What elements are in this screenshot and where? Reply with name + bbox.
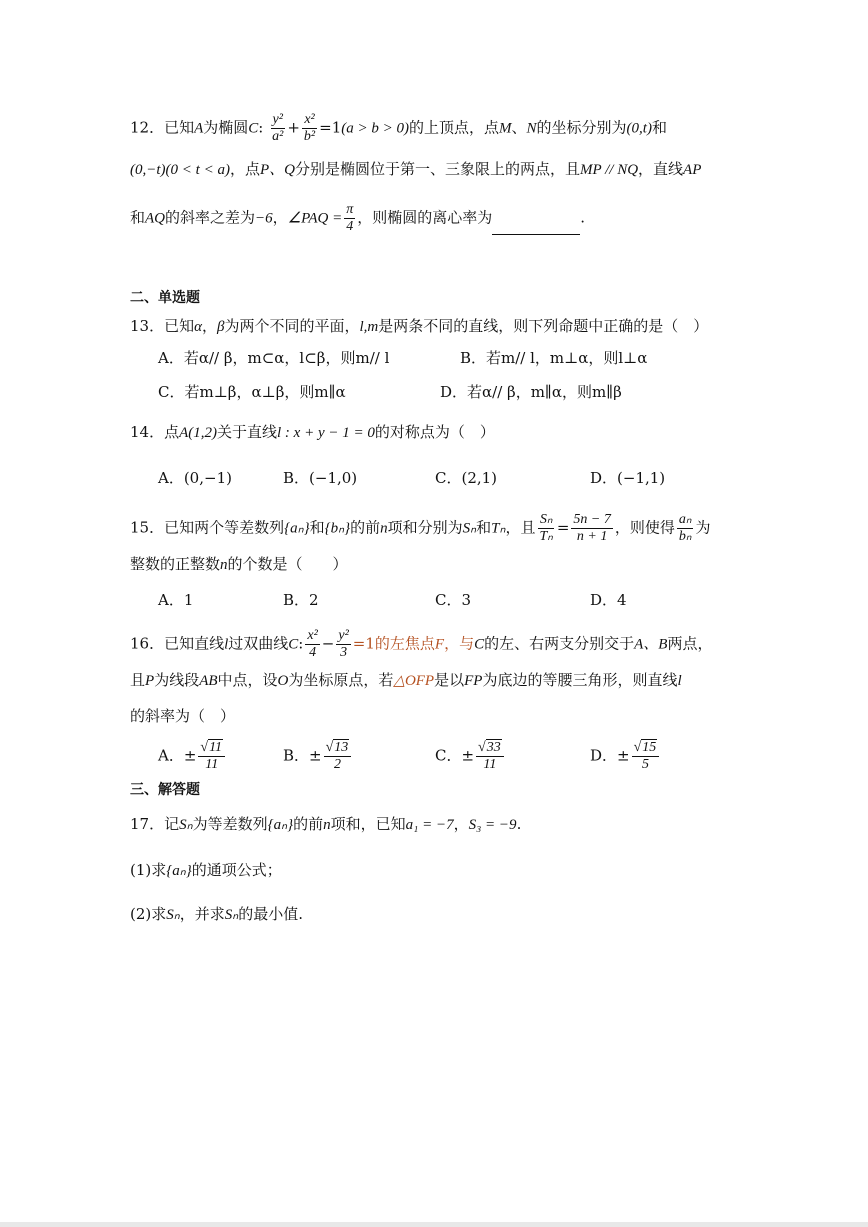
q13-lm: l,m — [359, 319, 379, 335]
q15-n: n — [220, 557, 228, 573]
q16-var-FP: FP — [464, 673, 483, 689]
section-2-heading: 二、单选题 — [130, 290, 200, 306]
q12-text: 12．已知 — [130, 118, 195, 137]
q17-text: 的前 — [293, 815, 324, 833]
q15-text: 的个数是（ ） — [227, 555, 348, 573]
frac-num: y² — [272, 112, 283, 127]
q14-line-eq: l : x + y − 1 = 0 — [277, 425, 375, 441]
q17-text: ，并求 — [179, 905, 225, 923]
q16-option-b[interactable] — [283, 740, 353, 773]
q12-text: 分别是椭圆位于第一、三象限上的两点，且 — [294, 160, 580, 178]
q16-var-O: O — [277, 673, 289, 689]
q16-line-1 — [130, 628, 712, 661]
q17-stem — [130, 812, 521, 837]
q17-period: . — [516, 815, 522, 833]
q13-comma: ， — [201, 317, 217, 335]
q12-coord: (0,t) — [626, 120, 652, 137]
q12-condition: (a > b > 0) — [341, 120, 409, 137]
q16-text: 为线段 — [154, 671, 200, 689]
q12-line-3 — [130, 202, 585, 235]
q16-option-c[interactable] — [435, 740, 506, 773]
section-3-heading: 三、解答题 — [130, 782, 200, 798]
q13-option-a[interactable]: A．若α// β，m⊂α，l⊂β，则m// l — [158, 349, 390, 367]
q15-Tn: Tₙ — [491, 520, 506, 537]
q14-option-d[interactable]: D．(−1,1) — [590, 469, 666, 487]
q15-n: n — [380, 520, 388, 537]
q12-text: 和 — [130, 208, 146, 227]
q14-stem — [130, 420, 495, 445]
frac-den: b² — [303, 129, 316, 144]
q15-text: 为 — [695, 518, 711, 537]
option-label: D．± — [590, 746, 630, 765]
q16-var-F: F — [434, 636, 445, 653]
q15-and: 和 — [476, 518, 492, 537]
q15-text: ，则使得 — [614, 518, 675, 537]
sqrt: √33 — [476, 740, 504, 757]
frac-den: 11 — [483, 757, 497, 772]
q13-option-d[interactable]: D．若α// β，m∥α，则m∥β — [440, 383, 622, 401]
q15-option-d[interactable]: D．4 — [590, 591, 627, 609]
frac-den: Tₙ — [539, 529, 553, 544]
frac-num: x² — [304, 112, 315, 127]
q16-optB-fraction — [324, 740, 352, 773]
q13-option-c[interactable]: C．若m⊥β，α⊥β，则m∥α — [158, 383, 346, 401]
q16-text: 的左焦点 — [374, 634, 435, 653]
q16-text: 为底边的等腰三角形，则直线 — [482, 671, 678, 689]
q17-text: 为等差数列 — [192, 815, 268, 833]
q16-var-C: C — [474, 636, 485, 653]
frac-num: y² — [338, 628, 349, 643]
radicand: 33 — [486, 740, 501, 755]
q14-option-c[interactable]: C．(2,1) — [435, 469, 498, 487]
q16-text: 是以 — [434, 671, 465, 689]
q12-colon: : — [258, 118, 264, 137]
q13-option-b[interactable]: B．若m// l，m⊥α，则l⊥α — [460, 349, 648, 367]
q12-eq: =1 — [319, 118, 342, 137]
q16-line-3: 的斜率为（ ） — [130, 707, 236, 725]
q12-text: ，则椭圆的离心率为 — [357, 208, 493, 227]
q12-period: . — [580, 208, 586, 227]
q16-colon: : — [298, 634, 304, 653]
q13-text: 是两条不同的直线，则下列命题中正确的是（ ） — [378, 317, 709, 335]
frac-den: n + 1 — [576, 529, 608, 544]
q12-var-C: C — [248, 120, 259, 137]
frac-num: Sₙ — [539, 512, 553, 527]
frac-den: 2 — [333, 757, 341, 772]
q12-condition-t: (0 < t < a) — [165, 162, 230, 178]
q15-text: 整数的正整数 — [130, 555, 221, 573]
q15-option-a[interactable]: A．1 — [158, 591, 194, 609]
q16-text: ，与 — [444, 634, 475, 653]
q12-and: 和 — [651, 118, 667, 137]
q17-an: {aₙ} — [166, 863, 192, 879]
q12-answer-blank[interactable] — [492, 218, 580, 235]
q13-text: 为两个不同的平面， — [224, 317, 360, 335]
q12-text: ，直线 — [638, 160, 684, 178]
q16-var-C: C — [288, 636, 299, 653]
radicand: 15 — [642, 740, 657, 755]
q15-text: 项和分别为 — [387, 518, 463, 537]
q16-var-AB: AB — [199, 673, 218, 689]
frac-den: 3 — [340, 645, 348, 660]
q17-Sn: Sₙ — [166, 907, 180, 923]
sqrt: √13 — [324, 740, 352, 757]
q15-option-c[interactable]: C．3 — [435, 591, 472, 609]
q13-stem — [130, 314, 708, 339]
q15-fraction-ab — [677, 512, 694, 545]
q16-text: 的左、右两支分别交于 — [484, 634, 635, 653]
q12-parallel: MP // NQ — [579, 162, 639, 178]
q12-var-PQ: P、Q — [259, 162, 295, 178]
q16-var-l: l — [224, 636, 229, 653]
q16-fraction-x — [305, 628, 319, 661]
q13-text: 13．已知 — [130, 317, 195, 335]
q12-var-AP: AP — [683, 162, 702, 178]
q17-part-2 — [130, 902, 303, 927]
q12-plus: + — [287, 118, 300, 137]
q15-fraction-ST — [537, 512, 554, 545]
frac-den: bₙ — [678, 529, 692, 544]
frac-num: x² — [307, 628, 318, 643]
sqrt: √15 — [632, 740, 660, 757]
radicand: 13 — [334, 740, 349, 755]
q16-optA-fraction — [198, 740, 225, 773]
q16-option-d[interactable] — [590, 740, 661, 773]
q16-var-AB: A、B — [634, 636, 668, 653]
q15-text: ，且 — [505, 518, 536, 537]
q17-Sn: Sₙ — [179, 817, 193, 833]
q15-text: 15．已知两个等差数列 — [130, 518, 285, 537]
q16-text: 过双曲线 — [228, 634, 289, 653]
frac-num: 5n − 7 — [573, 512, 611, 527]
q15-bn: {bₙ} — [324, 520, 351, 537]
q15-eq: = — [556, 518, 570, 537]
q17-Sn: Sₙ — [224, 907, 239, 923]
q16-text: 为坐标原点，若 — [288, 671, 394, 689]
q12-var-AQ: AQ — [145, 210, 166, 227]
q16-option-a[interactable] — [158, 740, 227, 773]
frac-den: 5 — [641, 757, 649, 772]
q16-var-l: l — [677, 673, 682, 689]
q16-minus: − — [321, 634, 335, 653]
q15-and: 和 — [309, 518, 325, 537]
q15-text: 的前 — [350, 518, 381, 537]
q12-var-A: A — [194, 120, 204, 137]
option-label: B．± — [283, 746, 322, 765]
q12-sep: 、 — [511, 118, 527, 137]
q12-text: 的斜率之差为 — [165, 208, 256, 227]
frac-den: 4 — [346, 219, 354, 234]
option-label: C．± — [435, 746, 475, 765]
q16-fraction-y — [336, 628, 350, 661]
q12-text: ， — [272, 208, 288, 227]
q12-fraction-x — [302, 112, 317, 145]
page-bottom-edge — [0, 1222, 868, 1227]
q12-fraction-pi — [344, 202, 355, 235]
q12-var-M: M — [499, 120, 512, 137]
option-label: A．± — [158, 746, 197, 765]
q16-triangle: △OFP — [393, 673, 435, 689]
q17-a1: a₁ = −7 — [405, 817, 454, 833]
q12-fraction-y — [270, 112, 285, 145]
q17-comma: ， — [453, 815, 469, 833]
q12-text: 的上顶点，点 — [408, 118, 499, 137]
q17-text: 的最小值. — [238, 905, 304, 923]
q17-S3: S₃ = −9 — [468, 817, 517, 833]
q12-text: ，点 — [229, 160, 260, 178]
q17-n: n — [323, 817, 331, 833]
q15-line-2 — [130, 552, 348, 577]
q12-text: 的坐标分别为 — [536, 118, 627, 137]
q17-an: {aₙ} — [267, 817, 294, 833]
q14-text: 关于直线 — [217, 423, 278, 441]
q17-text: (2)求 — [130, 905, 167, 923]
q16-optC-fraction — [476, 740, 504, 773]
q14-option-a[interactable]: A．(0,−1) — [158, 469, 232, 487]
q12-line-1 — [130, 112, 667, 145]
frac-num: π — [346, 202, 354, 217]
q12-line-2 — [130, 157, 701, 182]
q15-option-b[interactable]: B．2 — [283, 591, 319, 609]
q16-text: 且 — [130, 671, 146, 689]
q16-text: 16．已知直线 — [130, 634, 225, 653]
q12-text: 为椭圆 — [203, 118, 249, 137]
q12-coord-N: (0,−t) — [130, 162, 166, 178]
q14-point: A(1,2) — [179, 425, 217, 441]
sqrt: √11 — [198, 740, 225, 757]
q12-diff: −6 — [255, 210, 273, 227]
q17-text: 项和，已知 — [330, 815, 406, 833]
q16-var-P: P — [145, 673, 155, 689]
q15-line-1 — [130, 512, 710, 545]
q16-text: 两点， — [667, 634, 713, 653]
q17-text: 的通项公式； — [191, 861, 282, 879]
q17-part-1 — [130, 858, 282, 883]
radicand: 11 — [209, 740, 223, 755]
q13-beta: β — [216, 319, 225, 335]
q14-text: 的对称点为（ ） — [374, 423, 495, 441]
q13-alpha: α — [194, 319, 202, 335]
q16-optD-fraction — [632, 740, 660, 773]
q17-text: (1)求 — [130, 861, 167, 879]
q15-Sn: Sₙ — [462, 520, 477, 537]
q16-line-2 — [130, 668, 682, 693]
q15-an: {aₙ} — [284, 520, 310, 537]
q14-text: 14．点 — [130, 423, 180, 441]
frac-den: 4 — [309, 645, 317, 660]
q16-text: 中点，设 — [217, 671, 278, 689]
q15-fraction-ratio — [571, 512, 612, 545]
q12-angle: ∠PAQ = — [287, 210, 343, 227]
frac-den: a² — [272, 129, 284, 144]
q12-var-N: N — [526, 120, 537, 137]
frac-den: 11 — [205, 757, 219, 772]
q17-text: 17．记 — [130, 815, 180, 833]
q14-option-b[interactable]: B．(−1,0) — [283, 469, 358, 487]
frac-num: aₙ — [678, 512, 692, 527]
q16-eq: =1 — [352, 634, 375, 653]
